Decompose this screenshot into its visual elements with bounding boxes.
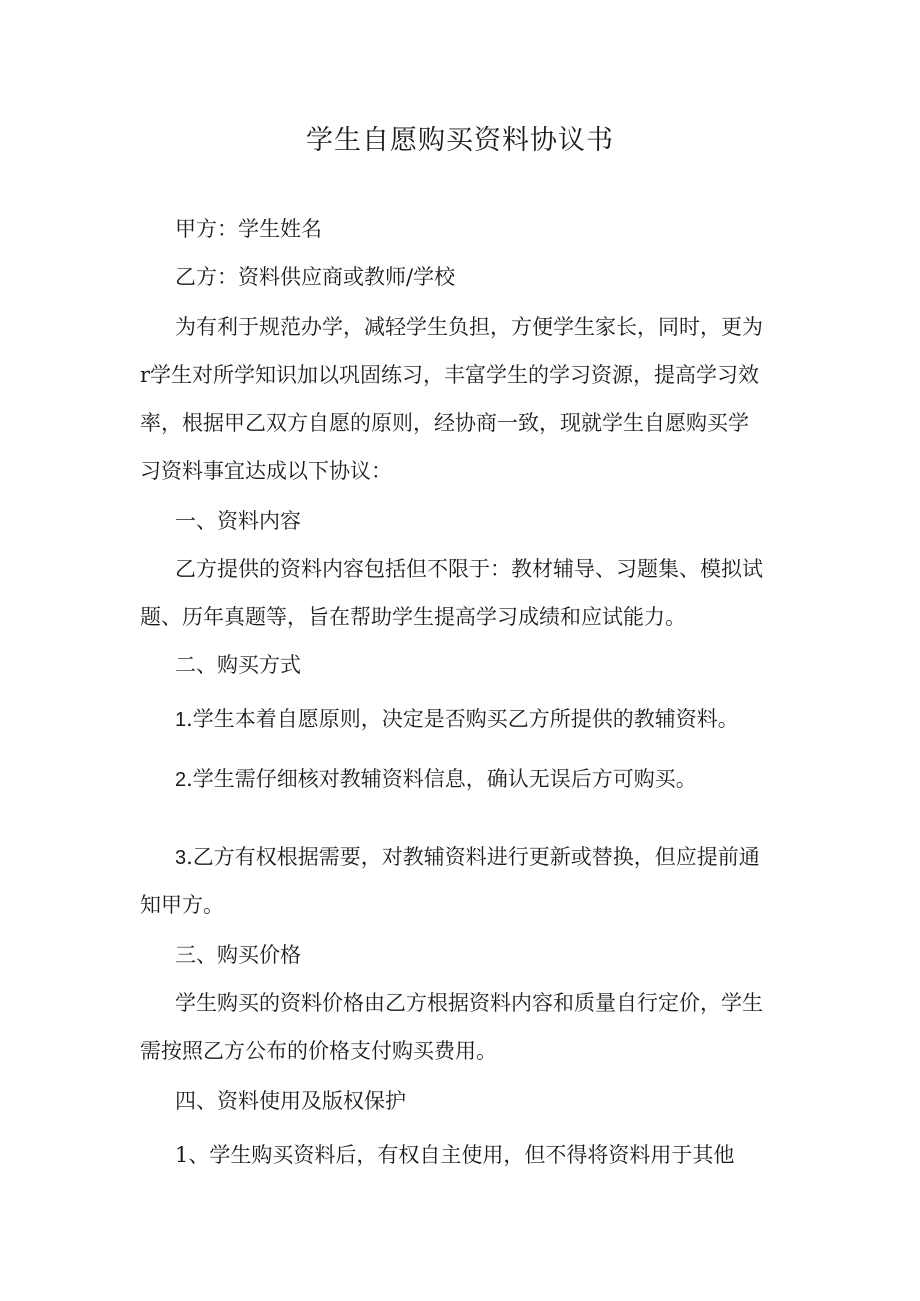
intro-line-2: r学生对所学知识加以巩固练习，丰富学生的学习资源，提高学习效 [140,363,760,387]
party-b: 乙方：资料供应商或教师/学校 [175,265,456,289]
section2-item-3-cont: 知甲方。 [140,893,224,917]
party-a: 甲方：学生姓名 [175,217,322,241]
item-number: 1 [175,709,187,731]
item-number: 2 [175,769,187,791]
section2-item-3 [175,842,760,873]
intro-line-4: 习资料事宜达成以下协议： [140,459,392,483]
section4-item-1: 1、学生购买资料后，有权自主使用，但不得将资料用于其他 [175,1143,735,1167]
section1-heading: 一、资料内容 [175,509,301,533]
intro-line-1: 为有利于规范办学，减轻学生负担，方便学生家长，同时，更为 [175,315,763,339]
section2-heading: 二、购买方式 [175,653,301,677]
section1-line-2: 题、历年真题等，旨在帮助学生提高学习成绩和应试能力。 [140,605,686,629]
section1-line-1: 乙方提供的资料内容包括但不限于：教材辅导、习题集、模拟试 [175,557,763,581]
item-text: .学生本着自愿原则，决定是否购买乙方所提供的教辅资料。 [186,707,739,731]
intro-line-3: 率，根据甲乙双方自愿的原则，经协商一致，现就学生自愿购买学 [140,411,749,435]
item-text: .学生需仔细核对教辅资料信息，确认无误后方可购买。 [186,767,697,791]
section3-heading: 三、购买价格 [175,943,301,967]
section2-item-2 [175,764,697,795]
document-title: 学生自愿购买资料协议书 [306,125,614,156]
section3-line-2: 需按照乙方公布的价格支付购买费用。 [140,1039,497,1063]
item-number: 3 [175,847,187,869]
section3-line-1: 学生购买的资料价格由乙方根据资料内容和质量自行定价，学生 [175,991,763,1015]
section4-heading: 四、资料使用及版权保护 [175,1089,406,1113]
section2-item-1 [175,704,739,735]
item-text: .乙方有权根据需要，对教辅资料进行更新或替换，但应提前通 [186,845,760,869]
